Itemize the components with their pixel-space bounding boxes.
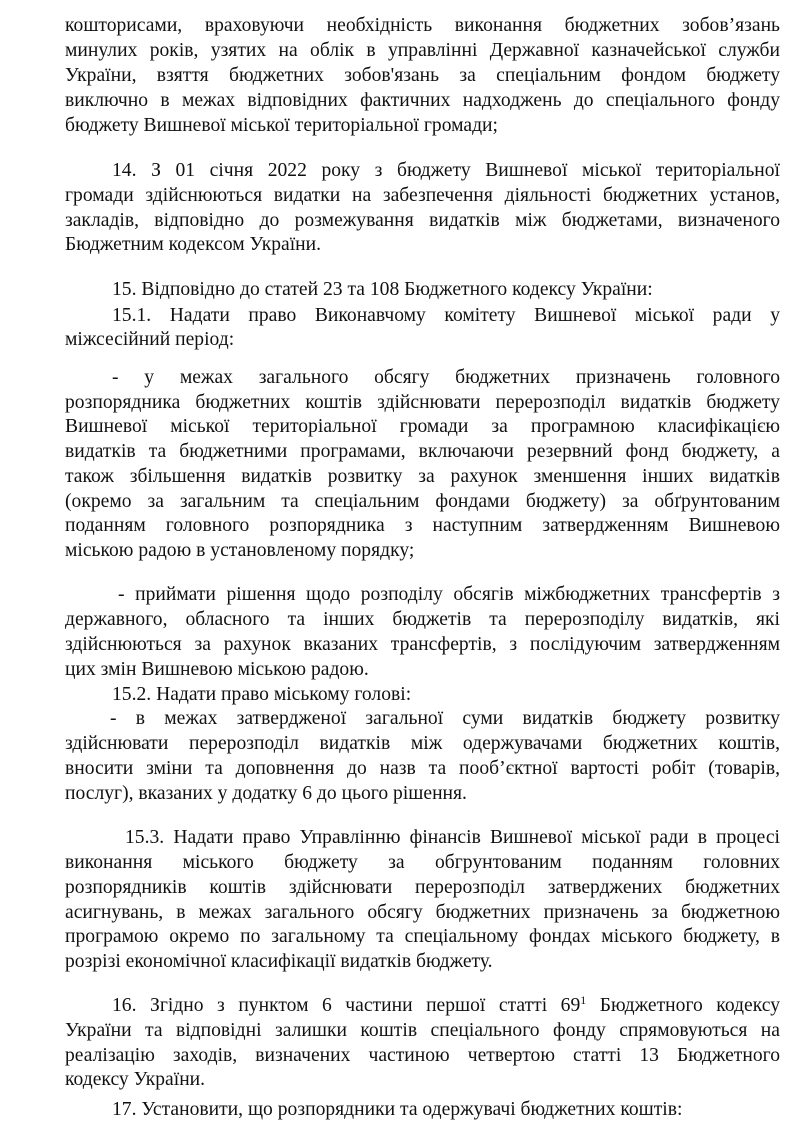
text-line: громади здійснюються видатки на забезпечення діяльності бюджетних установ, [65, 185, 780, 206]
text-line: цих змін Вишневою міською радою. [65, 659, 369, 680]
text-line: програмою окремо по загальному та спеціальному фондах міського бюджету, в [65, 926, 780, 947]
text-line: вносити зміни та доповнення до назв та пооб’єктної вартості робіт (товарів, [65, 758, 780, 779]
text-line: поданням головного розпорядника з наступним затвердженням Вишневою [65, 515, 780, 536]
paragraph-15-1-first-line: 15.1. Надати право Виконавчому комітету Вишневої міської ради у [112, 305, 780, 326]
text-fragment: Бюджетного кодексу [586, 995, 780, 1016]
paragraph-16-first-line [112, 994, 780, 1018]
paragraph-17-first-line: 17. Установити, що розпорядники та одержувачі бюджетних коштів: [112, 1099, 683, 1120]
text-line: (окремо за загальним та спеціальним фондами бюджету) за обґрунтованим [65, 491, 780, 512]
text-line: бюджету Вишневої міської територіальної громади; [65, 115, 498, 136]
text-line: закладів, відповідно до розмежування видатків між бюджетами, визначеного [65, 210, 780, 231]
text-line: видатків та бюджетними програмами, включаючи резервний фонд бюджету, а [65, 441, 780, 462]
text-line: минулих років, узятих на облік в управлінні Державної казначейської служби [65, 40, 780, 61]
bullet-line: - в межах затвердженої загальної суми видатків бюджету розвитку [110, 708, 780, 729]
text-line: державного, обласного та інших бюджетів та перерозподілу видатків, які [65, 609, 780, 630]
text-line: асигнувань, в межах загального обсягу бюджетних призначень за бюджетною [65, 902, 780, 923]
bullet-line: - приймати рішення щодо розподілу обсягів міжбюджетних трансфертів з [118, 584, 780, 605]
text-line: міжсесійний період: [65, 329, 235, 350]
text-line: України та відповідні залишки коштів спеціального фонду спрямовуються на [65, 1020, 780, 1041]
text-line: розрізі економічної класифікації видатків бюджету. [65, 951, 493, 972]
paragraph-15-3-first-line: 15.3. Надати право Управлінню фінансів Вишневої міської ради в процесі [125, 827, 780, 848]
paragraph-15-2-heading: 15.2. Надати право міському голові: [112, 684, 412, 705]
text-fragment: 16. Згідно з пунктом 6 частини першої статті 69 [112, 995, 581, 1016]
text-line: виключно в межах відповідних фактичних надходжень до спеціального фонду [65, 90, 780, 111]
text-line: розпорядника бюджетних коштів здійснювати перерозподіл видатків бюджету [65, 392, 780, 413]
paragraph-15-heading: 15. Відповідно до статей 23 та 108 Бюджетного кодексу України: [112, 279, 653, 300]
bullet-line: - у межах загального обсягу бюджетних призначень головного [112, 367, 780, 388]
text-line: реалізацію заходів, визначених частиною четвертою статті 13 Бюджетного [65, 1045, 780, 1066]
text-line: розпорядників коштів здійснювати перерозподіл затверджених бюджетних [65, 877, 780, 898]
text-line: кодексу України. [65, 1069, 206, 1090]
text-line: України, взяття бюджетних зобов'язань за спеціальним фондом бюджету [65, 65, 780, 86]
text-line: міською радою в установленому порядку; [65, 540, 415, 561]
text-line: здійснювати перерозподіл видатків між одержувачами бюджетних коштів, [65, 733, 780, 754]
text-line: виконання міського бюджету за обгрунтованим поданням головних [65, 852, 780, 873]
text-line: також збільшення видатків розвитку за рахунок зменшення інших видатків [65, 466, 780, 487]
text-line: послуг), вказаних у додатку 6 до цього рішення. [65, 783, 467, 804]
text-line: кошторисами, враховуючи необхідність виконання бюджетних зобов’язань [65, 15, 780, 36]
superscript: 1 [580, 994, 587, 1007]
text-line: Бюджетним кодексом України. [65, 234, 322, 255]
paragraph-14-first-line: 14. З 01 січня 2022 року з бюджету Вишневої міської територіальної [112, 160, 780, 181]
text-line: Вишневої міської територіальної громади за програмною класифікацією [65, 416, 780, 437]
text-line: здійснюються за рахунок вказаних трансфертів, з послідуючим затвердженням [65, 634, 780, 655]
